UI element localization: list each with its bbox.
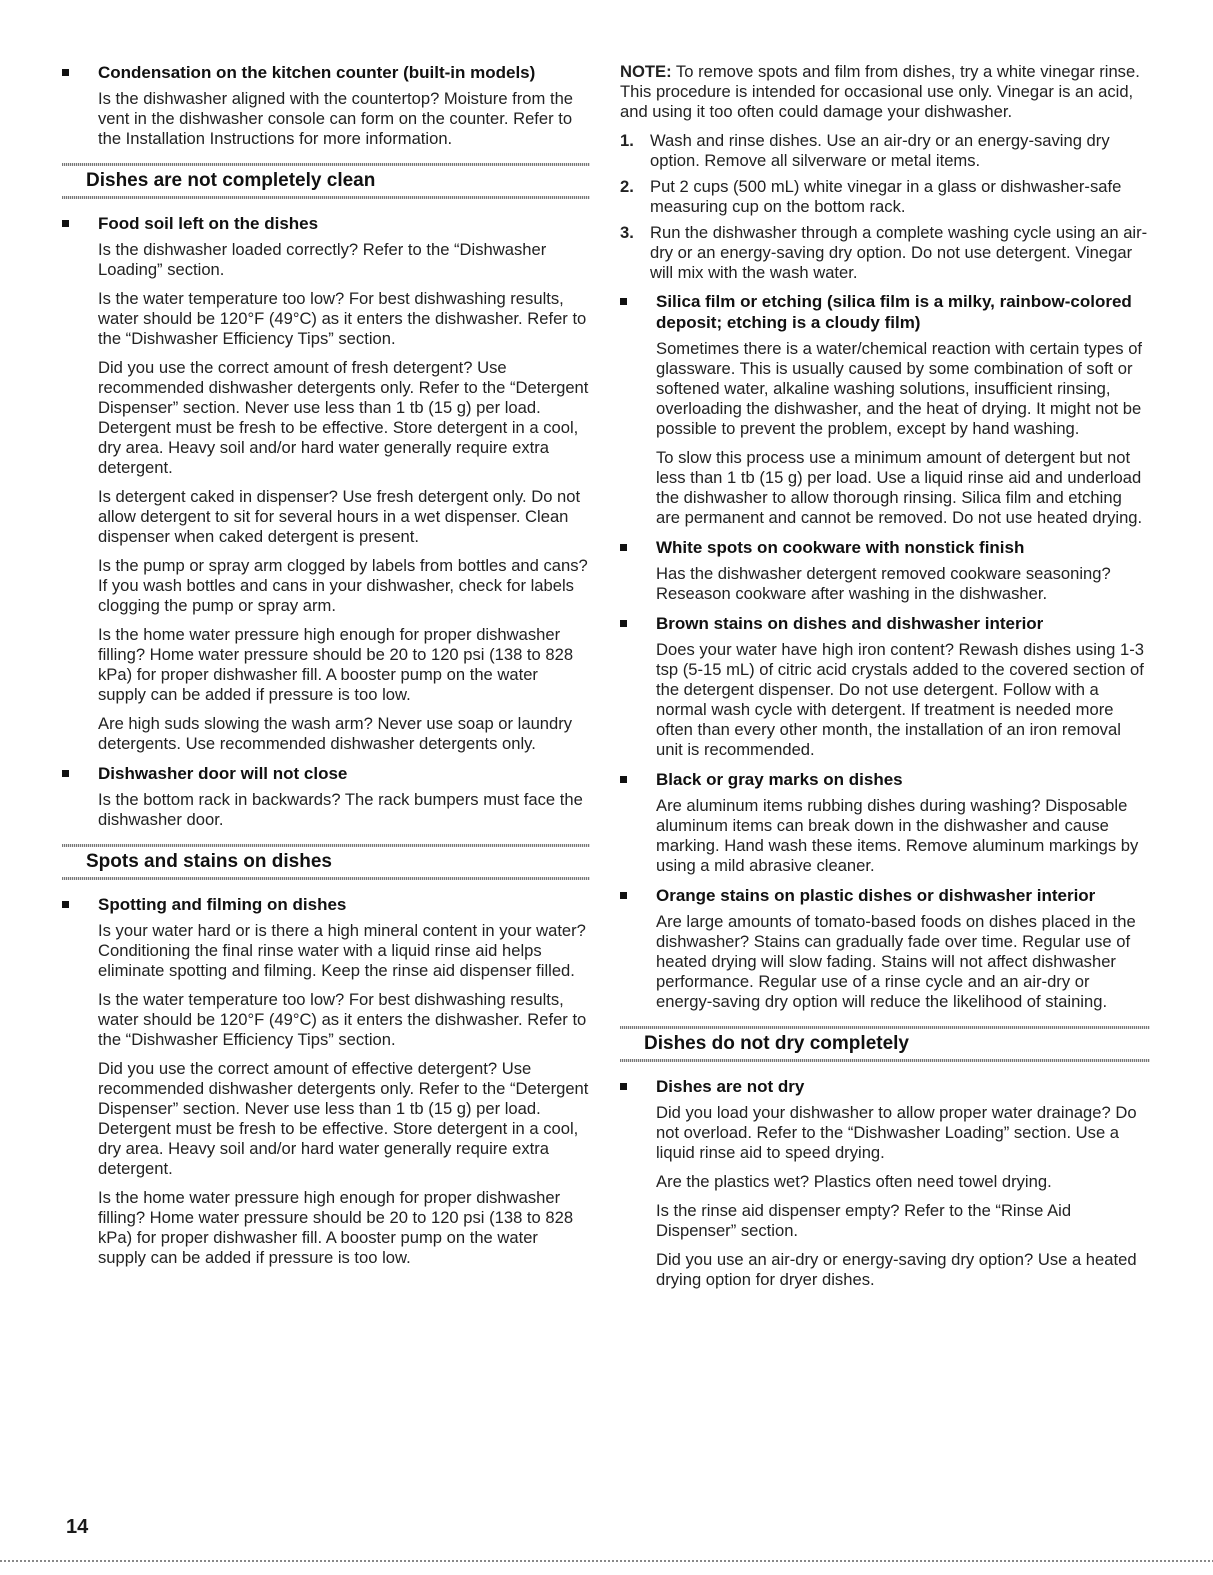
item-paragraph: Is detergent caked in dispenser? Use fresh detergent only. Do not allow detergent to sit for several hours in a wet dispenser. Clean dispenser when caked detergent is present.: [98, 487, 581, 546]
item-paragraph: Did you use the correct amount of effective detergent? Use recommended dishwasher detergents only. Refer to the “Detergent Dispenser” section. Never use less than 1 tb (15 g) per load. Detergent must be fresh to be effective. Store detergent in a cool, dry area. Heavy soil and/or hard water generally require extra detergent.: [98, 1059, 589, 1178]
item-heading: Brown stains on dishes and dishwasher interior: [656, 613, 1150, 634]
square-bullet-icon: [62, 220, 69, 227]
square-bullet-icon: [620, 776, 627, 783]
troubleshoot-item: [62, 62, 590, 149]
item-paragraph: Are high suds slowing the wash arm? Never use soap or laundry detergents. Use recommended dishwasher detergents only.: [98, 714, 573, 753]
square-bullet-icon: [620, 544, 627, 551]
square-bullet-icon: [62, 770, 69, 777]
troubleshoot-item: [620, 885, 1150, 1012]
troubleshoot-item: [620, 291, 1150, 528]
step-item: [620, 131, 1150, 171]
troubleshoot-item: [620, 537, 1150, 604]
step-item: [620, 177, 1150, 217]
item-paragraph: Is the dishwasher loaded correctly? Refer to the “Dishwasher Loading” section.: [98, 240, 547, 279]
step-number: 1.: [620, 131, 634, 150]
step-number: 3.: [620, 223, 634, 242]
troubleshoot-item: [62, 213, 590, 754]
item-heading: Condensation on the kitchen counter (built-in models): [98, 62, 590, 83]
section-divider: [620, 1059, 1150, 1062]
item-heading: Silica film or etching (silica film is a milky, rainbow-colored deposit; etching is a cloudy film): [656, 291, 1150, 333]
section-divider: [62, 877, 590, 880]
item-paragraph: Are large amounts of tomato-based foods on dishes placed in the dishwasher? Stains can gradually fade over time. Regular use of heated drying will slow fading. Stains will not affect dishwasher performance. Regular use of a rinse cycle and an air-dry or energy-saving dry option will reduce the likelihood of staining.: [656, 912, 1136, 1011]
square-bullet-icon: [62, 69, 69, 76]
item-heading: Food soil left on the dishes: [98, 213, 590, 234]
item-heading: Dishwasher door will not close: [98, 763, 590, 784]
item-paragraph: Has the dishwasher detergent removed cookware seasoning? Reseason cookware after washing in the dishwasher.: [656, 564, 1111, 603]
square-bullet-icon: [620, 298, 627, 305]
note-label: NOTE:: [620, 62, 672, 81]
item-paragraph: Did you use the correct amount of fresh detergent? Use recommended dishwasher detergents only. Refer to the “Detergent Dispenser” section. Never use less than 1 tb (15 g) per load. Detergent must be fresh to be effective. Store detergent in a cool, dry area. Heavy soil and/or hard water generally require extra detergent.: [98, 358, 589, 477]
section-title: Dishes are not completely clean: [86, 170, 376, 191]
troubleshoot-item: [62, 763, 590, 830]
step-text: Put 2 cups (500 mL) white vinegar in a glass or dishwasher-safe measuring cup on the bottom rack.: [650, 177, 1122, 216]
step-number: 2.: [620, 177, 634, 196]
item-paragraph: Is the water temperature too low? For best dishwashing results, water should be 120°F (49°C) as it enters the dishwasher. Refer to the “Dishwasher Efficiency Tips” section.: [98, 990, 587, 1049]
item-paragraph: Is the bottom rack in backwards? The rack bumpers must face the dishwasher door.: [98, 790, 583, 829]
section-header: [620, 1026, 1150, 1062]
section-title: Dishes do not dry completely: [644, 1033, 909, 1054]
item-paragraph: Are the plastics wet? Plastics often need towel drying.: [656, 1172, 1052, 1191]
item-paragraph: Did you load your dishwasher to allow proper water drainage? Do not overload. Refer to the “Dishwasher Loading” section. Use a liquid rinse aid to speed drying.: [656, 1103, 1137, 1162]
item-paragraph: Is the rinse aid dispenser empty? Refer to the “Rinse Aid Dispenser” section.: [656, 1201, 1072, 1240]
section-divider: [62, 196, 590, 199]
square-bullet-icon: [62, 901, 69, 908]
item-paragraph: Does your water have high iron content? Rewash dishes using 1-3 tsp (5-15 mL) of citric acid crystals added to the covered section of the detergent dispenser. Do not use detergent. Follow with a normal wash cycle with detergent. If treatment is needed more often than every other month, the installation of an iron removal unit is recommended.: [656, 640, 1144, 759]
item-paragraph: Are aluminum items rubbing dishes during washing? Disposable aluminum items can break down in the dishwasher and cause marking. Hand wash these items. Remove aluminum markings by using a mild abrasive cleaner.: [656, 796, 1139, 875]
footer-divider: [0, 1560, 1213, 1562]
item-heading: Orange stains on plastic dishes or dishwasher interior: [656, 885, 1150, 906]
troubleshoot-item: [620, 769, 1150, 876]
right-column: [620, 62, 1150, 1299]
square-bullet-icon: [620, 1083, 627, 1090]
item-paragraph: Is the water temperature too low? For best dishwashing results, water should be 120°F (49°C) as it enters the dishwasher. Refer to the “Dishwasher Efficiency Tips” section.: [98, 289, 587, 348]
page-number: 14: [66, 1516, 89, 1538]
item-heading: White spots on cookware with nonstick finish: [656, 537, 1150, 558]
section-header: [62, 844, 590, 880]
item-heading: Dishes are not dry: [656, 1076, 1150, 1097]
troubleshoot-item: [62, 894, 590, 1268]
troubleshoot-item: [620, 1076, 1150, 1290]
step-text: Run the dishwasher through a complete washing cycle using an air-dry or an energy-saving dry option. Do not use detergent. Vinegar will mix with the wash water.: [650, 223, 1148, 282]
item-heading: Black or gray marks on dishes: [656, 769, 1150, 790]
troubleshoot-item: [620, 613, 1150, 760]
item-paragraph: Sometimes there is a water/chemical reaction with certain types of glassware. This is usually caused by some combination of soft or softened water, alkaline washing solutions, insufficient rinsing, overloading the dishwasher, and the heat of drying. It might not be possible to prevent the problem, except by hand washing.: [656, 339, 1143, 438]
item-paragraph: Is the home water pressure high enough for proper dishwasher filling? Home water pressure should be 20 to 120 psi (138 to 828 kPa) for proper dishwasher fill. A booster pump on the water supply can be added if pressure is too low.: [98, 1188, 574, 1267]
item-paragraph: Is the dishwasher aligned with the countertop? Moisture from the vent in the dishwasher console can form on the counter. Refer to the Installation Instructions for more information.: [98, 89, 574, 148]
square-bullet-icon: [620, 620, 627, 627]
section-title: Spots and stains on dishes: [86, 851, 332, 872]
item-heading: Spotting and filming on dishes: [98, 894, 590, 915]
item-paragraph: Is the home water pressure high enough for proper dishwasher filling? Home water pressure should be 20 to 120 psi (138 to 828 kPa) for proper dishwasher fill. A booster pump on the water supply can be added if pressure is too low.: [98, 625, 574, 704]
note-text: To remove spots and film from dishes, try a white vinegar rinse. This procedure is intended for occasional use only. Vinegar is an acid, and using it too often could damage your dishwasher.: [620, 62, 1140, 121]
item-paragraph: Is your water hard or is there a high mineral content in your water? Conditioning the final rinse water with a liquid rinse aid helps eliminate spotting and filming. Keep the rinse aid dispenser filled.: [98, 921, 586, 980]
left-column: [62, 62, 590, 1277]
section-header: [62, 163, 590, 199]
item-paragraph: Is the pump or spray arm clogged by labels from bottles and cans? If you wash bottles and cans in your dishwasher, check for labels clogging the pump or spray arm.: [98, 556, 588, 615]
step-item: [620, 223, 1150, 283]
item-paragraph: Did you use an air-dry or energy-saving dry option? Use a heated drying option for dryer dishes.: [656, 1250, 1137, 1289]
vinegar-rinse-steps: [620, 131, 1150, 283]
item-paragraph: To slow this process use a minimum amount of detergent but not less than 1 tb (15 g) per load. Use a liquid rinse aid and underload the dishwasher to allow thorough rinsing. Silica film and etching are permanent and cannot be removed. Do not use heated drying.: [656, 448, 1143, 527]
square-bullet-icon: [620, 892, 627, 899]
step-text: Wash and rinse dishes. Use an air-dry or an energy-saving dry option. Remove all silverware or metal items.: [650, 131, 1110, 170]
note-paragraph: [620, 62, 1150, 122]
